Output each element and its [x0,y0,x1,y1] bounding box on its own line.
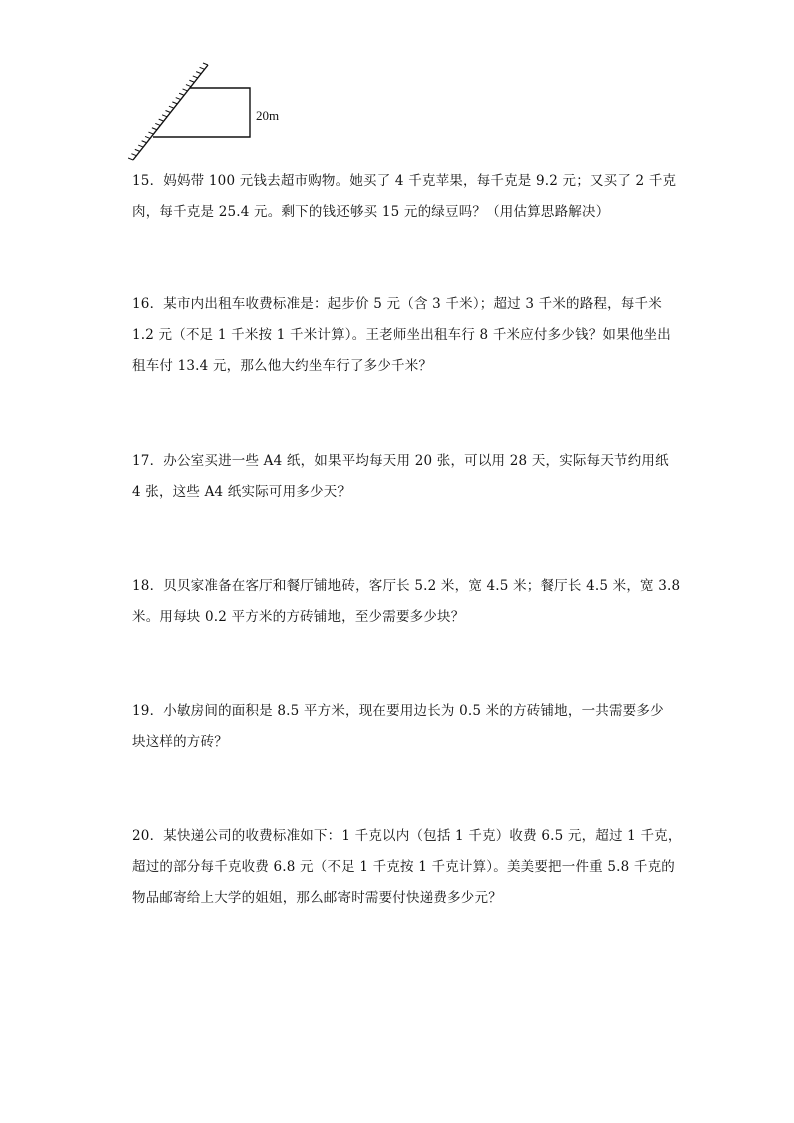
question-20-line-1: 20．某快递公司的收费标准如下：1 千克以内（包括 1 千克）收费 6.5 元，超过 1 千克， [132,828,682,844]
hatch-mark [152,128,157,130]
hatch-mark [138,145,143,147]
question-20 [132,821,682,914]
question-18-line-1: 18．贝贝家准备在客厅和餐厅铺地砖，客厅长 5.2 米，宽 4.5 米；餐厅长 4.5 米，宽 3.8 [132,578,681,594]
question-16-line-3: 租车付 13.4 元，那么他大约坐车行了多少千米？ [132,358,433,374]
hatch-mark [148,132,153,134]
question-19-line-1: 19．小敏房间的面积是 8.5 平方米，现在要用边长为 0.5 米的方砖铺地，一共需要多少 [132,703,664,719]
question-20-line-2: 超过的部分每千克收费 6.8 元（不足 1 千克按 1 千克计算）。美美要把一件重 5.8 千克的 [132,859,675,875]
question-17-line-2: 4 张，这些 A4 纸实际可用多少天？ [132,484,352,500]
hatch-mark [200,67,205,69]
hatch-mark [162,115,167,117]
hatch-mark [176,98,181,100]
question-15 [132,166,677,228]
question-20-line-3: 物品邮寄给上大学的姐姐，那么邮寄时需要付快递费多少元？ [132,890,502,906]
question-16 [132,289,672,382]
question-16-line-1: 16．某市内出租车收费标准是：起步价 5 元（含 3 千米）；超过 3 千米的路程，每千米 [132,296,662,312]
hatch-mark [142,141,147,143]
hatch-mark [128,158,133,160]
hatch-mark [172,102,177,104]
question-19 [132,696,672,758]
question-17 [132,446,672,508]
rectangle-outline [153,88,250,137]
hatch-mark [131,154,136,156]
hatch-mark [145,136,150,138]
question-17-line-1: 17．办公室买进一些 A4 纸，如果平均每天用 20 张，可以用 28 天，实际每天节约用纸 [132,453,669,469]
hatch-mark [193,76,198,78]
hatch-mark [203,63,208,65]
hatch-mark [189,80,194,82]
hatch-mark [183,89,188,91]
hatch-mark [186,85,191,87]
hatch-mark [196,72,201,74]
hatch-mark [155,123,160,125]
question-16-line-2: 1.2 元（不足 1 千米按 1 千米计算）。王老师坐出租车行 8 千米应付多少钱？如果他坐出 [132,327,671,343]
question-18 [132,571,681,633]
question-19-line-2: 块这样的方砖？ [132,734,228,750]
question-18-line-2: 米。用每块 0.2 平方米的方砖铺地，至少需要多少块？ [132,609,465,625]
hatch-mark [166,111,171,113]
question-15-line-2: 肉，每千克是 25.4 元。剩下的钱还够买 15 元的绿豆吗？（用估算思路解决） [132,204,610,220]
wall-hatching [128,63,208,160]
hatch-mark [179,93,184,95]
question-15-line-1: 15．妈妈带 100 元钱去超市购物。她买了 4 千克苹果，每千克是 9.2 元；又买了 2 千克 [132,173,677,189]
hatch-mark [169,106,174,108]
dimension-label-20m: 20m [256,108,280,123]
hatch-mark [135,149,140,151]
hatch-mark [159,119,164,121]
